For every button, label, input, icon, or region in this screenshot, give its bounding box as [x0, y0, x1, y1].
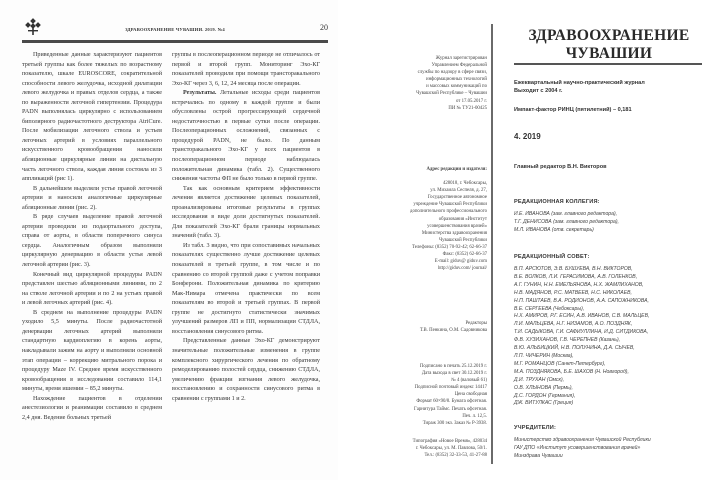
paragraph: Нахождение пациентов в отделении анестезиологии и реанимации составило в среднем 2,4 дня. Ведение больных третьей [22, 395, 162, 421]
council-line: ДЖ. ВИТУЛКАС (Греция) [514, 400, 574, 407]
journal-title-line: ЗДРАВООХРАНЕНИЕ [528, 27, 690, 44]
imprint-line: образования «Институт [438, 216, 487, 222]
founder-line: ГАУ ДПО «Институт усовершенствования врачей» [514, 444, 641, 451]
running-header [22, 22, 328, 38]
imprint-line: от 17.05.2017 г. [455, 98, 487, 104]
impact-factor: Импакт-фактор РИНЦ (пятилетний) – 0,181 [514, 107, 632, 113]
editorial-council-list [514, 266, 720, 408]
imprint-line: и массовых коммуникаций по [426, 84, 487, 90]
editorial-address [340, 166, 487, 272]
council-line: В.Е. ВОЛКОВ, Л.И. ГЕРАСИМОВА, А.В. ГОЛЕНКОВ, [514, 273, 638, 280]
imprint-line: Чувашской Республики [439, 237, 487, 243]
council-line: О.В. ХЛЫНОВА (Пермь), [514, 384, 573, 391]
imprint-line: Чувашской Республике – Чувашии [416, 91, 487, 97]
imprint-line: информационных технологий [426, 77, 487, 83]
website-link[interactable]: http://giduv.com/ journal/ [438, 266, 487, 272]
founders-heading: УЧРЕДИТЕЛИ: [514, 425, 557, 431]
right-page [338, 0, 720, 480]
imprint-line: Типография «Новое Время», 428034 [412, 439, 487, 444]
paragraph: В дальнейшем выделяли устье правой легочной артерии и наносили аналогичные циркулярные абляционные линии (рис. 2). [22, 185, 162, 211]
imprint-line: учреждение Чувашской Республики [413, 202, 487, 208]
imprint-line: дополнительного профессионального [410, 209, 487, 215]
editorial-council-heading: РЕДАКЦИОННЫЙ СОВЕТ: [514, 254, 590, 260]
founders-list [514, 437, 720, 461]
editors-info [340, 320, 487, 334]
results-heading: Результаты. [183, 90, 217, 97]
imprint-line: № 4 (валовый 61) [451, 378, 487, 384]
imprint-line: усовершенствования врачей» [427, 223, 487, 229]
imprint-line: Формат 60×90/8. Бумага офсетная. [416, 399, 487, 405]
imprint-line: Тел.: (8352) 32-33-53, 41-27-88 [424, 453, 487, 459]
print-info [340, 363, 487, 427]
results-paragraph [172, 89, 320, 184]
text-column-1 [22, 51, 162, 423]
imprint-line: Печ. л. 12,5. [462, 413, 487, 419]
board-member: М.Л. ИВАНОВА (отв. секретарь) [514, 226, 594, 233]
subtitle-line: Ежеквартальный научно-практический журнал [514, 80, 645, 86]
imprint-line: службы по надзору в сфере связи, [417, 70, 487, 76]
founder-line: Министерство здравоохранения Чувашской Республики [514, 437, 651, 443]
paragraph: группы в послеоперационном периоде не отличалось от первой и второй групп. Мониторинг Эхо-КГ показателей проводили при помощи трансторакального Эхо-КГ через 3, 6, 12, 24 месяца после операции. [172, 52, 320, 87]
board-member: Т.Г. ДЕНИСОВА (зам. главного редактора), [514, 218, 619, 225]
editorial-board-heading: РЕДАКЦИОННАЯ КОЛЛЕГИЯ: [514, 199, 600, 205]
imprint-line: Тираж 300 экз. Заказ № Р-3938. [422, 420, 487, 426]
council-line: Н.В. МАДЯНОВ, Р.С. МАТВЕЕВ, Н.С. НИКОЛАЕВ, [514, 289, 632, 296]
paragraph: В среднем на выполнение процедуры PADN уходило 5,5 минуты. После радиочастотной денервации легочных артерий выполняли стандартную кардиоплегию в корень аорты, накладывали зажим на аорту и выполняли основной этап операции – коррекцию митрального порока и процедуру Maze IV. Среднее время искусственного кровообращения в исследовании составило 114,1 минуты, время ишемии – 85,2 минуты. [22, 309, 162, 393]
council-line: М.А. ПОЗДНЯКОВА, Б.Е. ШАХОВ (Н. Новгород), [514, 368, 629, 375]
paragraph: Из табл. 3 видно, что при сопоставимых начальных показателях существенно лучше достижение целевых показателей в третьей группе, в том числе и по сравнению со второй группой даже с учетом поправки Бонферони. Положительная динамика по критерию Мак-Нимара отмечена практически по всем показателям во второй и третьей группах. В первой группе не достигнуто статистически значимых улучшений размеров ЛП и ПП, нормализации СТДЛА, восстановления синусового ритма. [172, 242, 320, 335]
council-line: Л.П. ЧИЧЕРИН (Москва), [514, 352, 574, 359]
council-line: Д.И. ТРУХАН (Омск), [514, 376, 565, 383]
email-line: E-mail: giduv@ giduv.com [434, 259, 487, 265]
imprint-line: ПИ № ТУ21-00425 [448, 105, 487, 111]
council-line: Н.П. ПАШТАЕВ, В.А. РОДИОНОВ, А.А. САПОЖНИКОВА, [514, 297, 649, 304]
council-line: В.Е. СЕРГЕЕВА (Чебоксары), [514, 305, 585, 312]
running-header-title: ЗДРАВООХРАНЕНИЕ ЧУВАШИИ. 2019. №4 [125, 27, 225, 32]
imprint-line: Министерства здравоохранения [421, 230, 487, 236]
imprint-line: Управлением Федеральной [431, 63, 487, 69]
imprint-line: Журнал зарегистрирован [435, 56, 487, 61]
council-line: Д.С. ГОРДОН (Германия), [514, 392, 576, 399]
council-line: А.Г. ГУНИН, Н.Н. ЕМЕЛЬЯНОВА, Н.Х. ЖАМЛИХАНОВ, [514, 281, 644, 288]
paragraph: Представленные данные Эхо-КГ демонстрируют значительные положительные изменения в группе комплексного хирургического лечения по обратному ремоделированию полостей сердца, снижению СТДЛА, увеличению фракции изгнания левого желудочка, восстановлению и сохранности синусового ритма в сравнении с группами 1 и 2. [172, 338, 320, 402]
subtitle-line: Выходит с 2004 г. [514, 88, 563, 94]
imprint-line: Гарнитура Таймс. Печать офсетная. [414, 406, 487, 412]
fax-line: Факс: (8352) 62-66-37 [442, 252, 487, 258]
title-rule [514, 63, 702, 65]
address-heading: Адрес редакции и издателя: [426, 167, 487, 172]
vertical-divider [491, 24, 493, 464]
board-member: И.Е. ИВАНОВА (зам. главного редактора), [514, 211, 618, 217]
paragraph: Так как основным критерием эффективности лечения является достижение целевых показателей, проанализированы итоговые результаты в группах исследования в виде доли достигнутых показателей. Для показателей Эхо-КГ брали границы нормальных значений (табл. 3). [172, 185, 320, 240]
paragraph: Приведенные данные характеризуют пациентов третьей группы как более тяжелых по возрастному показателю, шкале EUROSCORE, сократительной способности левого желудочка, исходной дилатации левого желудочка и правых отделов сердца, а также по выраженности легочной гипертензии. Процедура PADN выполнялась циркулярно с использованием биполярного радиочастотного деструктора AtriCure. После мобилизации легочного ствола и устьев легочных артерий в условиях параллельного искусственного кровообращения наносили абляционные циркулярные линии на дистальную часть легочного ствола, каждая линия состояла из 3 аппликаций (рис 1). [22, 52, 162, 183]
editorial-board-list [514, 211, 720, 235]
phone-line: Телефоны: (8352) 70-92-42; 62-66-37 [412, 244, 487, 250]
paragraph: Конечный вид циркулярной процедуры PADN представлен шестью абляционными линиями, по 2 на стволе легочной артерии и по 2 на устьях правой и левой легочных артерий (рис. 4). [22, 271, 162, 307]
council-line: Т.И. САДЫКОВА, Г.И. САФИУЛЛИНА, И.Д. СИТДИКОВА, [514, 329, 649, 336]
editors-names: Т.В. Пенкина, О.М. Садовникова [419, 328, 487, 334]
editors-label: Редакторы [465, 321, 487, 326]
founder-line: Минздрава Чувашии [514, 452, 563, 459]
imprint-line: ул. Михаила Сеспеля, д. 27, [430, 188, 487, 194]
council-line: Н.Х. АМИРОВ, Р.Г. ЕСИН, А.В. ИВАНОВ, С.В. МАЛЬЦЕВ, [514, 313, 650, 320]
imprint-line: Государственное автономное [427, 195, 487, 201]
results-text: Летальные исходы среди пациентов встречались по одному в каждой группе и были обусловлены острой прогрессирующей сердечной недостаточностью в первые сутки после операции. Послеоперационных осложнений, связанных с процедурой PADN, не было. По данным трансторакального Эхо-КГ у всех пациентов в послеоперационном периоде наблюдалась положительная динамика (табл. 2). Существенного снижения частоты ФП не было только в первой группе. [172, 90, 320, 183]
text-column-2 [172, 51, 320, 404]
journal-title-line: ЧУВАШИИ [565, 45, 653, 62]
council-line: Л.И. МАЛЬЦЕВА, Н.Г. НИЗАМОВ, А.О. ПОЗДНЯК, [514, 321, 633, 328]
registration-info [340, 55, 487, 112]
imprint-line: 428018, г. Чебоксары, [442, 181, 487, 187]
paragraph: В ряде случаев выделение правой легочной артерии проводили из подаортального доступа, справа от аорты, в области поперечного синуса сердца. Аналогичным образом выполняли циркулярную денервацию в области устья левой легочной артерии (рис. 3). [22, 214, 162, 269]
issue-number: 4. 2019 [514, 132, 541, 141]
imprint-line: Подписной почтовый индекс 14417 [414, 385, 487, 391]
council-line: В.Ю. АЛЬБИЦКИЙ, Н.В. ПОЛУНИНА, Д.А. СЫЧЕВ, [514, 345, 635, 352]
page-number: 20 [320, 23, 328, 32]
council-line: В.П. АРСЮТОВ, Э.В. БУШУЕВА, В.Н. ВИКТОРОВ, [514, 266, 633, 272]
typography-info [340, 438, 487, 459]
imprint-line: Дата выхода в свет 30.12.2019 г. [421, 371, 487, 377]
journal-title [516, 27, 702, 63]
chief-editor: Главный редактор В.Н. Викторов [514, 164, 607, 170]
council-line: Ф.В. ХУЗИХАНОВ, Г.В. ЧЕРЕПНЕВ (Казань), [514, 337, 621, 344]
header-rule [22, 40, 328, 43]
journal-subtitle [514, 79, 645, 95]
council-line: М.Г. РОМАНЦОВ (Санкт-Петербург), [514, 360, 606, 367]
imprint-line: г. Чебоксары, ул. М. Павлова, 50/1. [415, 446, 487, 452]
left-page [0, 0, 338, 480]
imprint-line: Цена свободная [454, 392, 487, 398]
imprint-line: Подписано в печать 25.12.2019 г. [419, 364, 487, 369]
